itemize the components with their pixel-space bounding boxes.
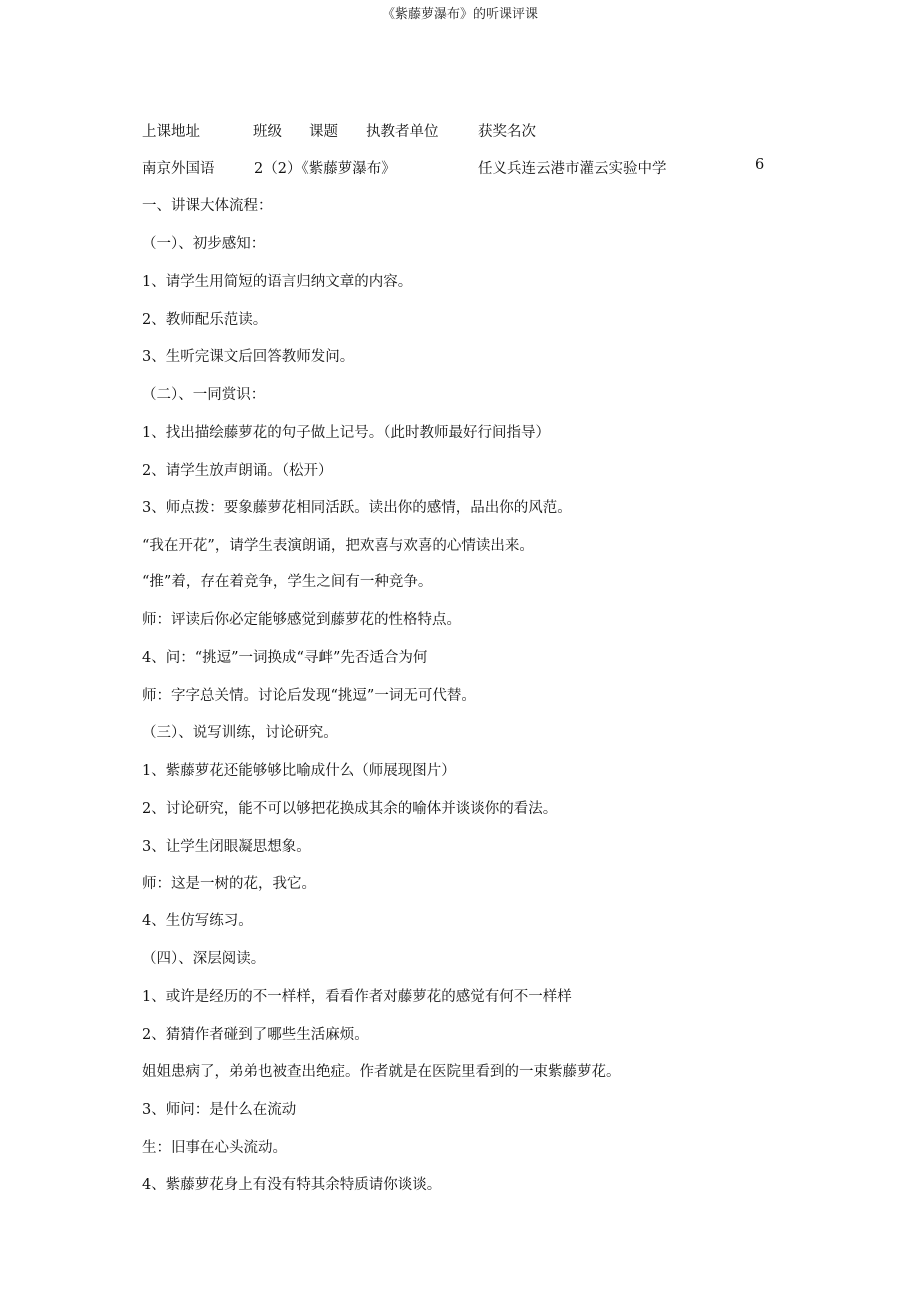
text-line: （三）、说写训练，讨论研究。 [142,725,338,741]
text-line: 2、讨论研究，能不可以够把花换成其余的喻体并谈谈你的看法。 [142,801,558,817]
text-line: 师：这是一树的花，我它。 [142,876,316,892]
label-topic: 课题 [309,124,338,140]
text-line: 一、讲课大体流程： [142,198,273,214]
text-line: 1、或许是经历的不一样样，看看作者对藤萝花的感觉有何不一样样 [142,989,572,1005]
label-class: 班级 [253,124,282,140]
text-line: 1、紫藤萝花还能够够比喻成什么（师展现图片） [142,763,456,779]
text-line: 3、师点拨：要象藤萝花相同活跃。读出你的感情，品出你的风范。 [142,500,572,516]
value-location: 南京外国语 [142,161,215,177]
page-header-title: 《紫藤萝瀑布》的听课评课 [381,7,538,22]
text-line: 1、请学生用简短的语言归纳文章的内容。 [142,274,413,290]
text-line: 4、生仿写练习。 [142,913,253,929]
label-award: 获奖名次 [478,124,536,140]
text-line: （二）、一同赏识： [142,387,266,403]
text-line: 3、让学生闭眼凝思想象。 [142,839,311,855]
label-teacher-unit: 执教者单位 [366,124,439,140]
text-line: 师：评读后你必定能够感觉到藤萝花的性格特点。 [142,612,461,628]
text-line: 3、生听完课文后回答教师发问。 [142,349,355,365]
label-location: 上课地址 [142,124,200,140]
text-line: 2、猜猜作者碰到了哪些生活麻烦。 [142,1027,369,1043]
text-line: 1、找出描绘藤萝花的句子做上记号。（此时教师最好行间指导） [142,425,550,441]
text-line: 4、问：“挑逗”一词换成“寻衅”先否适合为何 [142,650,428,666]
value-class-topic: 2（2）《紫藤萝瀑布》 [254,161,396,177]
text-line: 姐姐患病了，弟弟也被查出绝症。作者就是在医院里看到的一束紫藤萝花。 [142,1064,621,1080]
value-award: 6 [755,157,765,173]
text-line: “推”着，存在着竞争，学生之间有一种竞争。 [142,574,433,590]
value-teacher-unit: 任义兵连云港市灌云实验中学 [478,161,667,177]
text-line: 2、教师配乐范读。 [142,312,268,328]
text-line: 3、师问：是什么在流动 [142,1102,297,1118]
text-line: “我在开花”，请学生表演朗诵，把欢喜与欢喜的心情读出来。 [142,538,534,554]
text-line: 师：字字总关情。讨论后发现“挑逗”一词无可代替。 [142,688,476,704]
text-line: （四）、深层阅读。 [142,951,266,967]
info-values-row [0,157,920,177]
text-line: 4、紫藤萝花身上有没有特其余特质请你谈谈。 [142,1177,442,1193]
text-line: 生：旧事在心头流动。 [142,1140,287,1156]
info-labels-row [0,120,920,140]
text-line: （一）、初步感知： [142,236,266,252]
text-line: 2、请学生放声朗诵。（松开） [142,463,333,479]
